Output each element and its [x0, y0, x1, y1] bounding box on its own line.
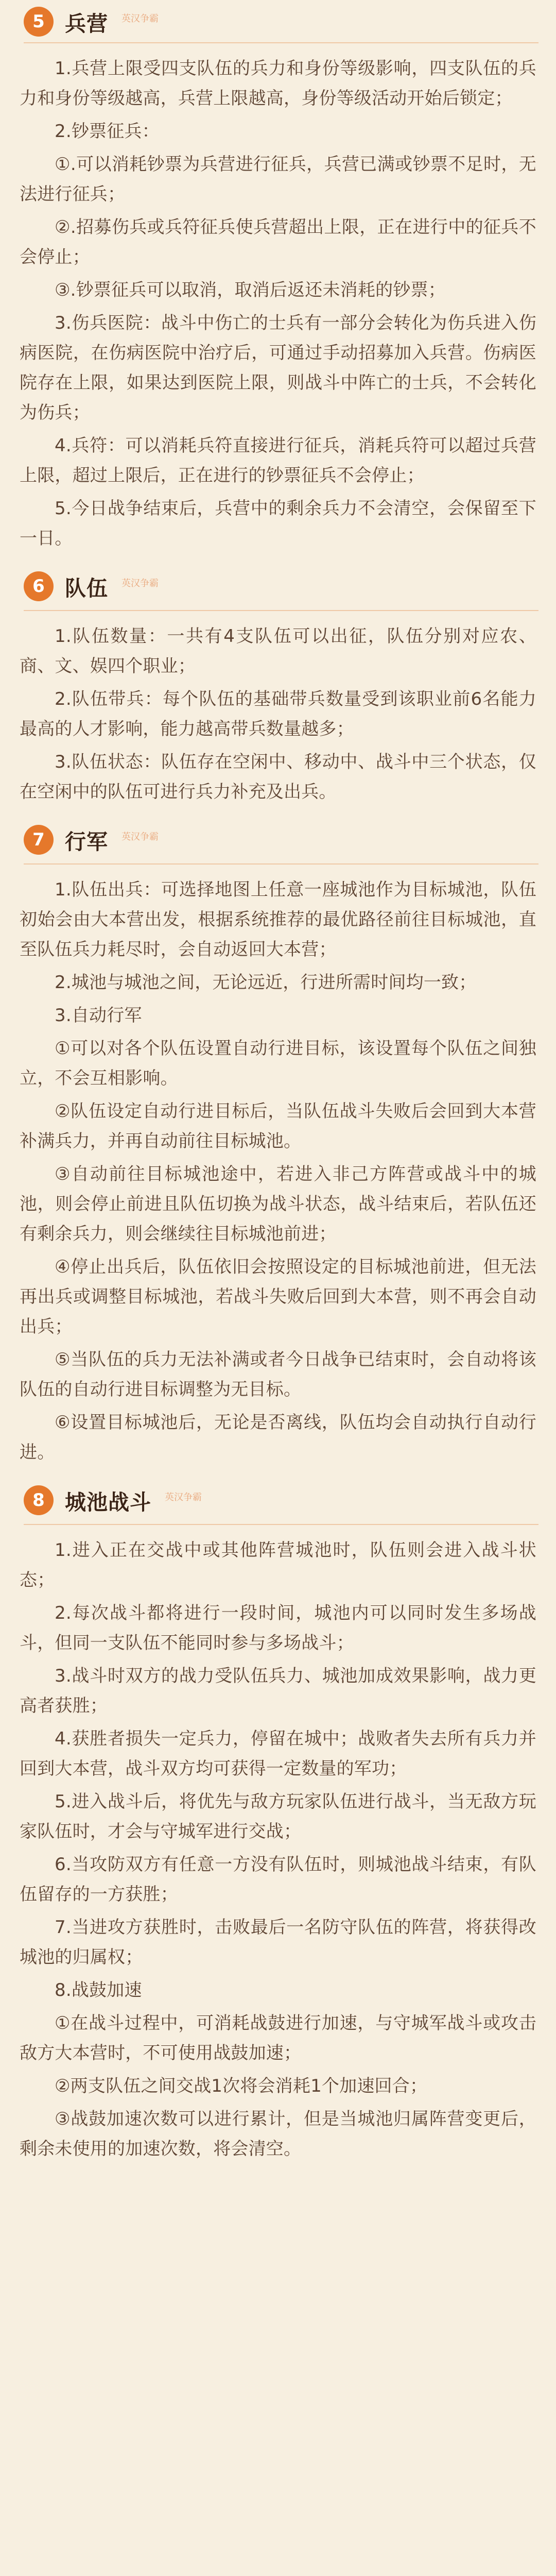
paragraph: 1.兵营上限受四支队伍的兵力和身份等级影响，四支队伍的兵力和身份等级越高，兵营上限越高，身份等级活动开始后锁定； — [20, 58, 536, 109]
section-tag: 英汉争霸 — [121, 13, 159, 24]
paragraph: 1.进入正在交战中或其他阵营城池时，队伍则会进入战斗状态； — [20, 1540, 536, 1590]
section-header — [20, 1476, 538, 1525]
section-body — [20, 43, 538, 562]
paragraph: ②两支队伍之间交战1次将会消耗1个加速回合； — [55, 2076, 428, 2096]
paragraph: 3.队伍状态：队伍存在空闲中、移动中、战斗中三个状态，仅在空闲中的队伍可进行兵力补充及出兵。 — [20, 752, 536, 802]
section-header — [20, 815, 538, 865]
header-divider — [24, 863, 538, 865]
section-march — [20, 815, 538, 1476]
section-number-badge: 5 — [24, 7, 54, 37]
paragraph: 2.城池与城池之间，无论远近，行进所需时间均一致； — [55, 972, 477, 993]
paragraph: 5.进入战斗后，将优先与敌方玩家队伍进行战斗，当无敌方玩家队伍时，才会与守城军进行交战； — [20, 1791, 536, 1842]
paragraph: 3.伤兵医院：战斗中伤亡的士兵有一部分会转化为伤兵进入伤病医院，在伤病医院中治疗后，可通过手动招募加入兵营。伤病医院存在上限，如果达到医院上限，则战斗中阵亡的士兵，不会转化为伤兵； — [20, 313, 536, 423]
paragraph: 4.获胜者损失一定兵力，停留在城中；战败者失去所有兵力并回到大本营，战斗双方均可获得一定数量的军功； — [20, 1728, 536, 1779]
paragraph: ④停止出兵后，队伍依旧会按照设定的目标城池前进，但无法再出兵或调整目标城池，若战斗失败后回到大本营，则不再会自动出兵； — [20, 1257, 536, 1337]
section-number-badge: 6 — [24, 571, 54, 601]
section-body — [20, 611, 538, 815]
section-city-battle — [20, 1476, 538, 2172]
paragraph: ⑤当队伍的兵力无法补满或者今日战争已结束时，会自动将该队伍的自动行进目标调整为无目标。 — [20, 1349, 536, 1400]
paragraph: 2.每次战斗都将进行一段时间，城池内可以同时发生多场战斗，但同一支队伍不能同时参与多场战斗； — [20, 1603, 536, 1653]
section-tag: 英汉争霸 — [165, 1492, 202, 1503]
paragraph: 8.战鼓加速 — [55, 1980, 142, 2001]
section-body — [20, 865, 538, 1476]
paragraph: 1.队伍数量：一共有4支队伍可以出征，队伍分别对应农、商、文、娱四个职业； — [20, 626, 536, 676]
header-divider — [24, 42, 538, 43]
section-teams — [20, 562, 538, 815]
section-title: 城池战斗 — [65, 1489, 151, 1515]
paragraph: 5.今日战争结束后，兵营中的剩余兵力不会清空，会保留至下一日。 — [20, 498, 536, 549]
paragraph: ②队伍设定自动行进目标后，当队伍战斗失败后会回到大本营补满兵力，并再自动前往目标城池。 — [20, 1101, 536, 1151]
section-header — [20, 562, 538, 611]
paragraph: 1.队伍出兵：可选择地图上任意一座城池作为目标城池，队伍初始会由大本营出发，根据系统推荐的最优路径前往目标城池，直至队伍兵力耗尽时，会自动返回大本营； — [20, 879, 536, 960]
paragraph: ③战鼓加速次数可以进行累计，但是当城池归属阵营变更后，剩余未使用的加速次数，将会清空。 — [20, 2109, 536, 2159]
header-divider — [24, 1524, 538, 1525]
section-number-badge: 8 — [24, 1485, 54, 1515]
section-barracks — [20, 0, 538, 562]
paragraph: ⑥设置目标城池后，无论是否离线，队伍均会自动执行自动行进。 — [20, 1412, 536, 1463]
paragraph: ①.可以消耗钞票为兵营进行征兵，兵营已满或钞票不足时，无法进行征兵； — [20, 154, 536, 205]
paragraph: ②.招募伤兵或兵符征兵使兵营超出上限，正在进行中的征兵不会停止； — [20, 217, 536, 267]
section-body — [20, 1525, 538, 2172]
paragraph: 4.兵符：可以消耗兵符直接进行征兵，消耗兵符可以超过兵营上限，超过上限后，正在进行的钞票征兵不会停止； — [20, 435, 536, 486]
paragraph: 3.自动行军 — [55, 1005, 142, 1026]
section-number-badge: 7 — [24, 825, 54, 855]
paragraph: 2.队伍带兵：每个队伍的基础带兵数量受到该职业前6名能力最高的人才影响，能力越高带兵数量越多； — [20, 689, 536, 739]
paragraph: ③自动前往目标城池途中，若进入非己方阵营或战斗中的城池，则会停止前进且队伍切换为战斗状态，战斗结束后，若队伍还有剩余兵力，则会继续往目标城池前进； — [20, 1164, 536, 1244]
section-title: 兵营 — [65, 11, 108, 36]
section-tag: 英汉争霸 — [121, 832, 159, 842]
paragraph: ①在战斗过程中，可消耗战鼓进行加速，与守城军战斗或攻击敌方大本营时，不可使用战鼓加速； — [20, 2013, 536, 2063]
paragraph: ①可以对各个队伍设置自动行进目标，该设置每个队伍之间独立，不会互相影响。 — [20, 1038, 536, 1089]
section-tag: 英汉争霸 — [121, 578, 159, 589]
section-header — [20, 0, 538, 43]
paragraph: 6.当攻防双方有任意一方没有队伍时，则城池战斗结束，有队伍留存的一方获胜； — [20, 1854, 536, 1905]
paragraph: 7.当进攻方获胜时，击败最后一名防守队伍的阵营，将获得改城池的归属权； — [20, 1917, 536, 1968]
section-title: 行军 — [65, 829, 108, 854]
paragraph: 3.战斗时双方的战力受队伍兵力、城池加成效果影响，战力更高者获胜； — [20, 1666, 536, 1716]
paragraph: 2.钞票征兵： — [55, 121, 160, 142]
header-divider — [24, 610, 538, 611]
paragraph: ③.钞票征兵可以取消，取消后返还未消耗的钞票； — [55, 280, 446, 300]
section-title: 队伍 — [65, 575, 108, 601]
